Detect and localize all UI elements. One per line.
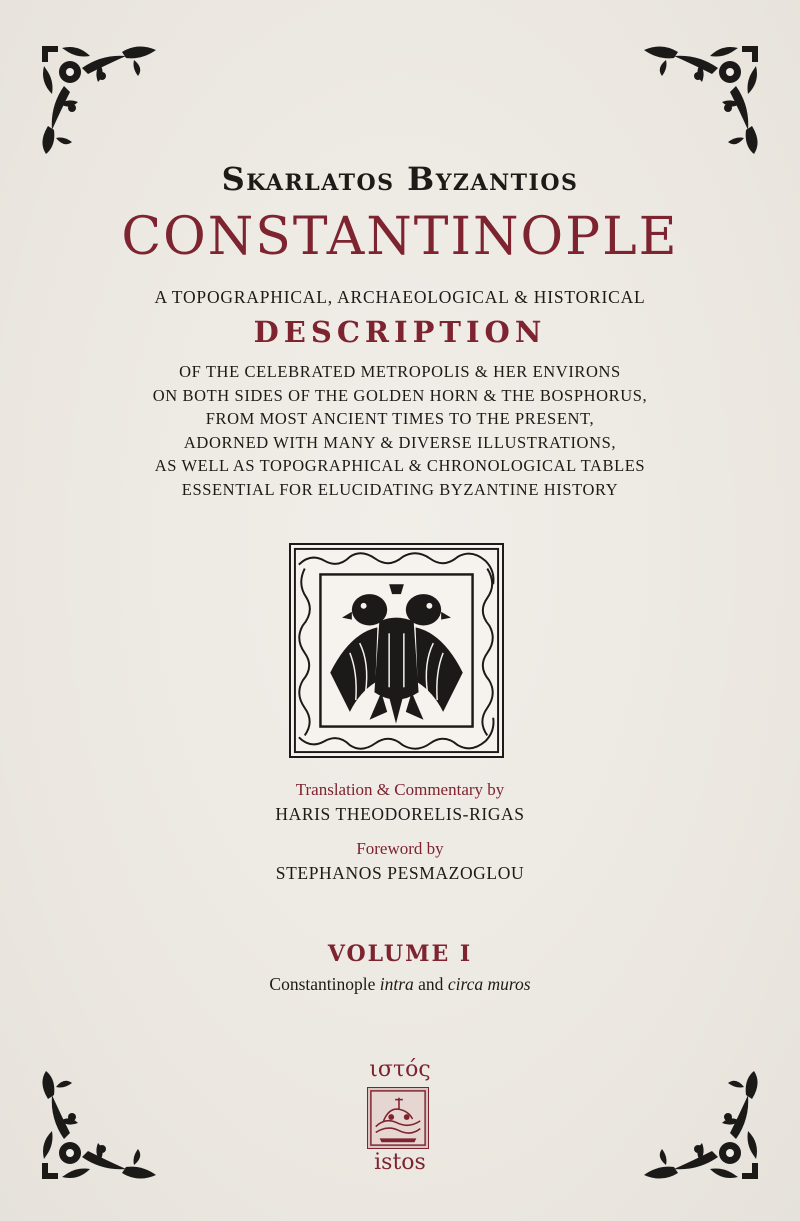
floral-corner-ornament-icon — [38, 42, 163, 157]
double-headed-eagle-icon — [289, 543, 504, 758]
subtitle: A TOPOGRAPHICAL, ARCHAEOLOGICAL & HISTORICAL — [154, 287, 646, 307]
foreword-author-name: STEPHANOS PESMAZOGLOU — [275, 863, 525, 883]
volume-subtitle — [0, 974, 800, 995]
publisher-logo-icon — [367, 1087, 429, 1149]
author-name: Skarlatos Byzantios — [221, 160, 579, 198]
description-line: FROM MOST ANCIENT TIMES TO THE PRESENT, — [205, 409, 595, 428]
description-heading: DESCRIPTION — [253, 315, 547, 349]
volume-number: VOLUME I — [327, 941, 473, 967]
description-line: AS WELL AS TOPOGRAPHICAL & CHRONOLOGICAL TABLES — [154, 456, 646, 475]
foreword-label: Foreword by — [356, 839, 444, 858]
publisher-name-latin: istos — [374, 1150, 426, 1175]
description-line: ESSENTIAL FOR ELUCIDATING BYZANTINE HISTORY — [181, 479, 619, 499]
floral-corner-ornament-icon — [637, 42, 762, 157]
translation-label: Translation & Commentary by — [295, 780, 505, 799]
volume-subtitle-italic: intra — [379, 974, 414, 994]
volume-subtitle-italic: circa muros — [447, 974, 531, 994]
publisher-name-greek: ιστός — [369, 1057, 431, 1082]
description-line: ADORNED WITH MANY & DIVERSE ILLUSTRATIONS, — [183, 432, 617, 452]
volume-subtitle-part: Constantinople — [269, 974, 380, 994]
book-title: CONSTANTINOPLE — [121, 207, 679, 267]
volume-subtitle-part: and — [413, 974, 448, 994]
translator-name: HARIS THEODORELIS-RIGAS — [275, 804, 525, 824]
description-line: ON BOTH SIDES OF THE GOLDEN HORN & THE BOSPHORUS, — [152, 385, 648, 405]
description-lines — [0, 360, 800, 501]
description-line: OF THE CELEBRATED METROPOLIS & HER ENVIRONS — [179, 362, 621, 381]
